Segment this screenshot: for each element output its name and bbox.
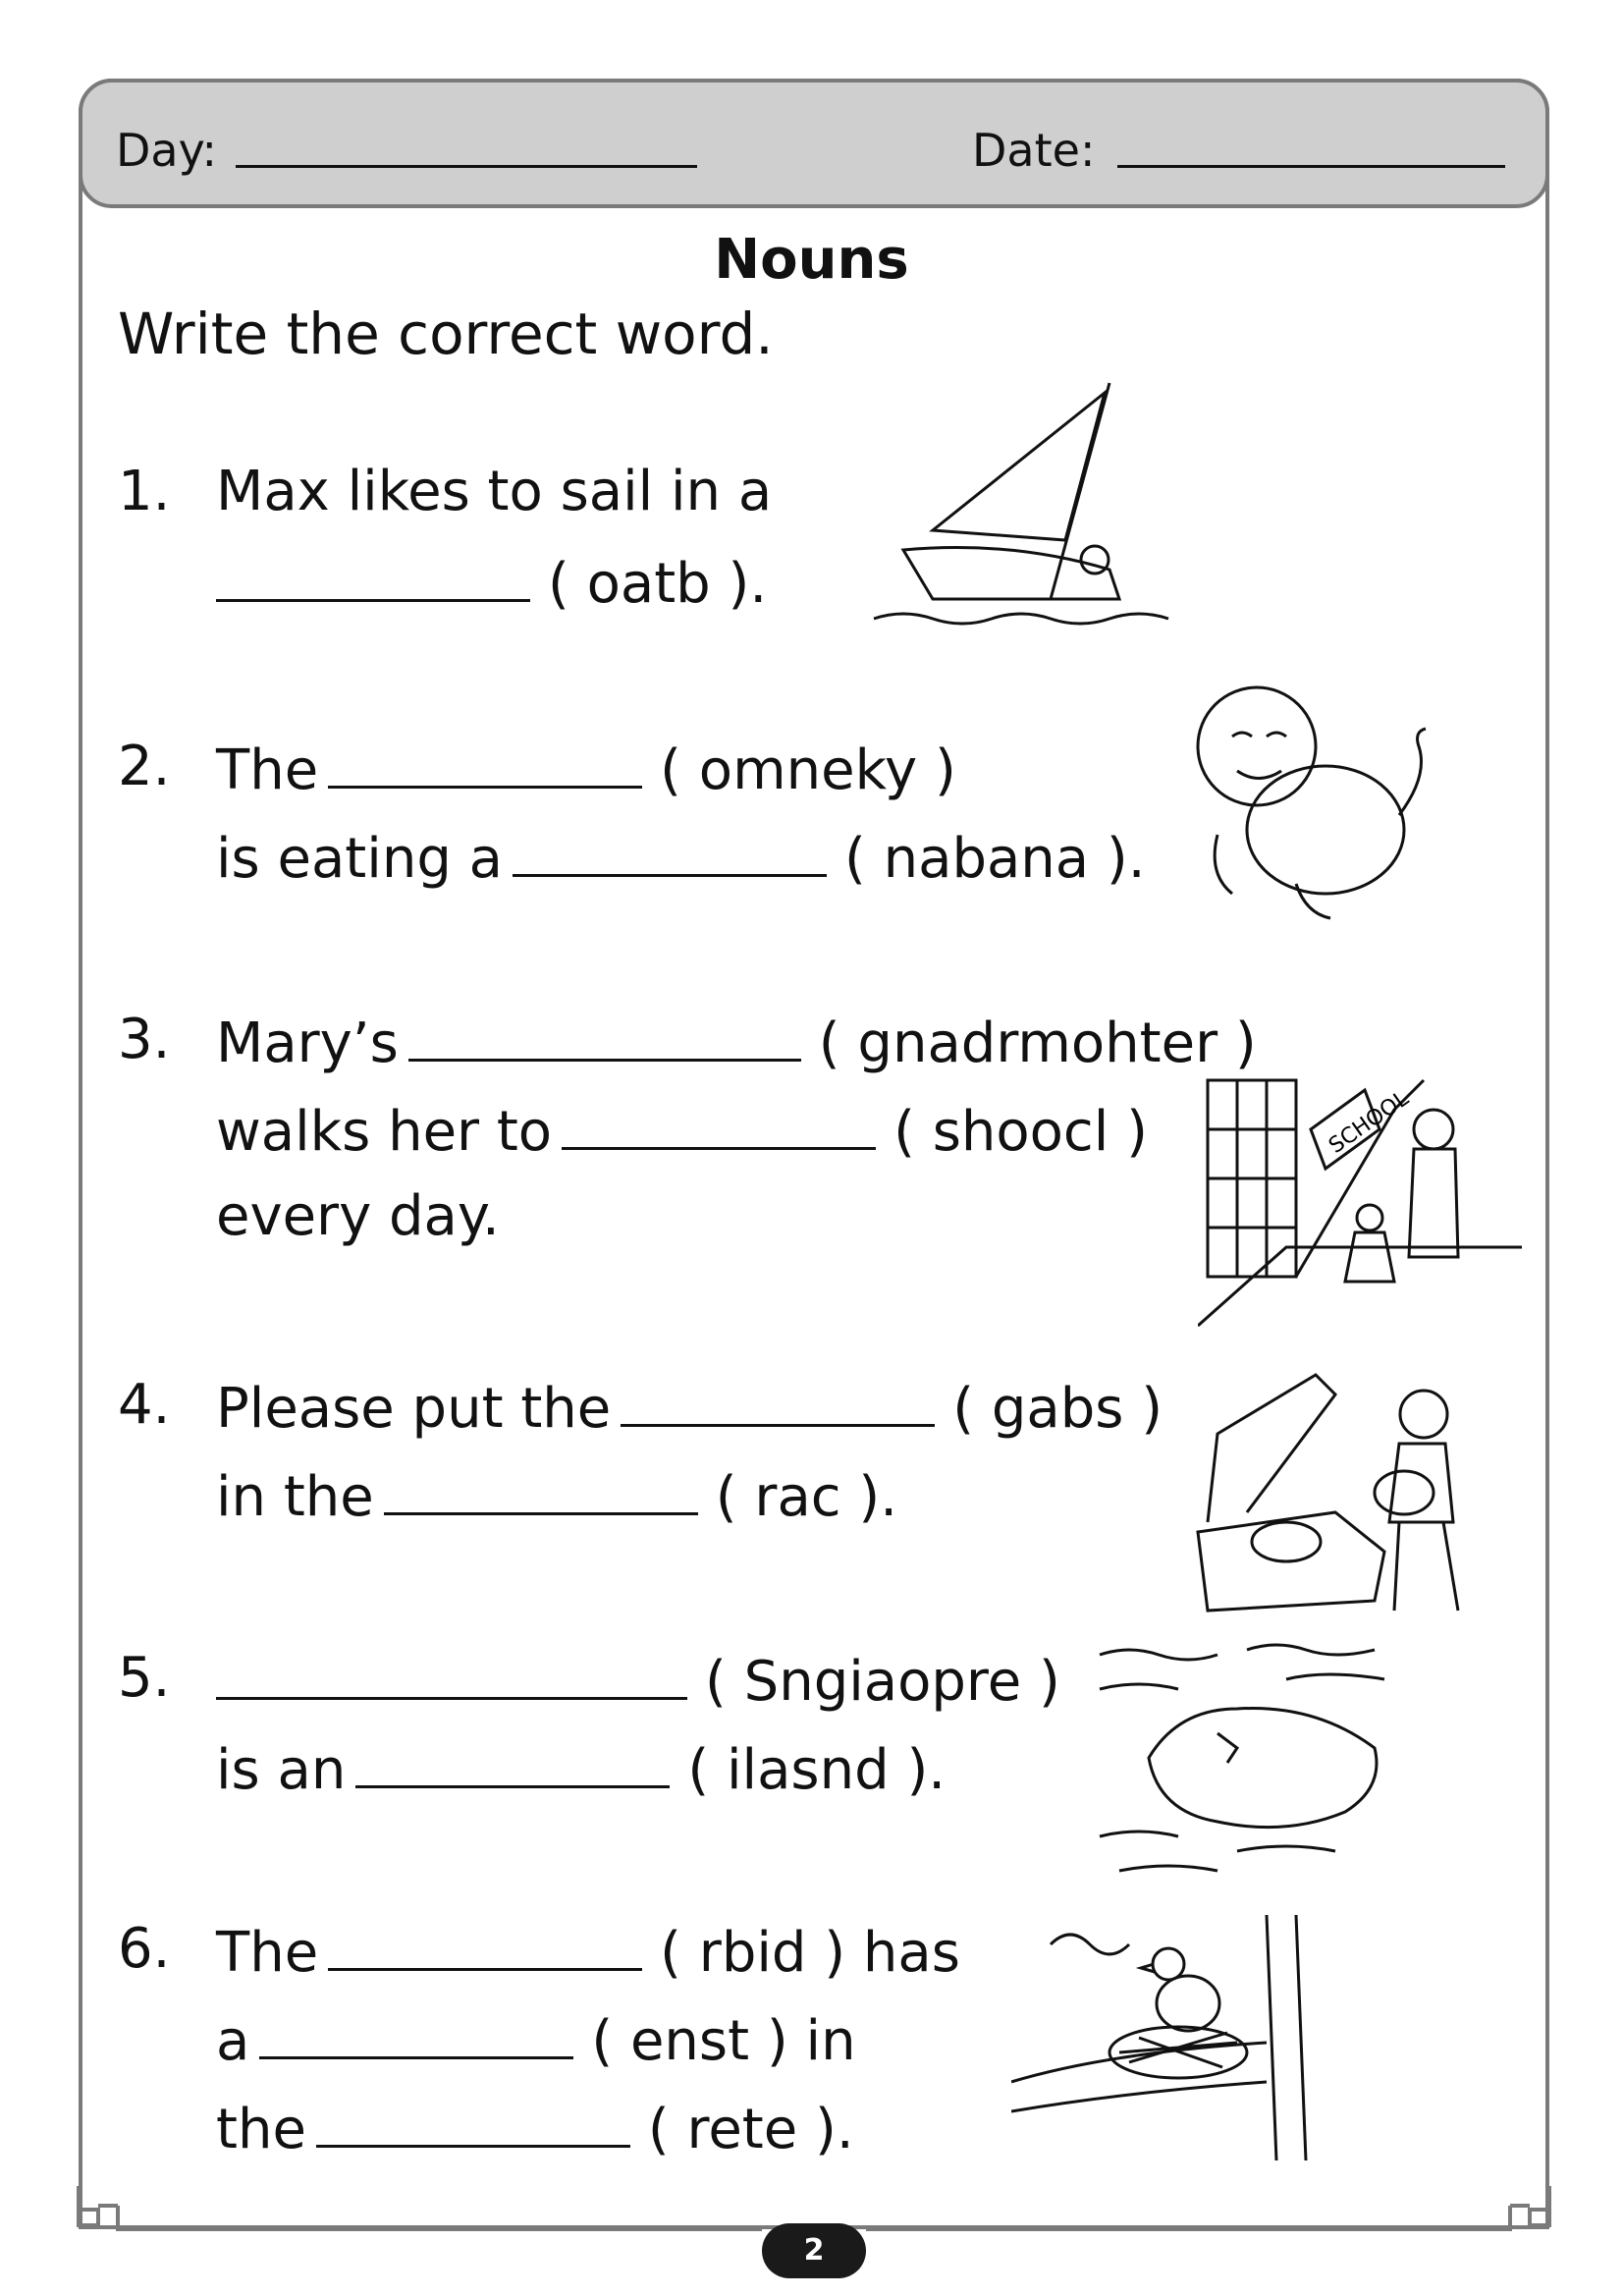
page-title: Nouns xyxy=(714,228,909,292)
instruction: Write the correct word. xyxy=(118,301,774,367)
question-line: in the ( rac ). xyxy=(216,1461,897,1529)
question-line: The ( omneky ) xyxy=(216,735,956,802)
school-illustration xyxy=(1198,1070,1522,1336)
answer-blank[interactable] xyxy=(621,1373,935,1427)
day-field[interactable] xyxy=(236,165,697,168)
question-line: Mary’s ( gnadrmohter ) xyxy=(216,1008,1257,1075)
question-number: 1. xyxy=(118,460,171,523)
date-field[interactable] xyxy=(1117,165,1505,168)
answer-blank[interactable] xyxy=(328,735,642,789)
header-bar xyxy=(79,79,1549,208)
question-line: every day. xyxy=(216,1184,500,1248)
question-number: 6. xyxy=(118,1917,171,1981)
answer-blank[interactable] xyxy=(328,1917,642,1971)
answer-blank[interactable] xyxy=(562,1096,876,1150)
question-number: 3. xyxy=(118,1008,171,1071)
question-line: Max likes to sail in a xyxy=(216,460,773,523)
question-line: the ( rete ). xyxy=(216,2094,854,2161)
question-line: Please put the ( gabs ) xyxy=(216,1373,1163,1441)
question-line: is eating a ( nabana ). xyxy=(216,823,1146,891)
question-line: a ( enst ) in xyxy=(216,2005,856,2073)
day-label: Day: xyxy=(116,124,217,177)
answer-blank[interactable] xyxy=(384,1461,698,1515)
question-number: 5. xyxy=(118,1646,171,1710)
sailboat-illustration xyxy=(864,373,1188,638)
answer-blank[interactable] xyxy=(355,1734,670,1788)
car-trunk-illustration xyxy=(1188,1355,1512,1630)
question-number: 4. xyxy=(118,1373,171,1437)
question-line: walks her to ( shoocl ) xyxy=(216,1096,1148,1164)
answer-blank[interactable] xyxy=(216,1646,687,1700)
answer-blank[interactable] xyxy=(316,2094,630,2148)
date-label: Date: xyxy=(972,124,1096,177)
question-number: 2. xyxy=(118,735,171,798)
monkey-illustration xyxy=(1178,668,1443,933)
answer-blank[interactable] xyxy=(216,548,530,602)
answer-blank[interactable] xyxy=(259,2005,573,2059)
question-line: ( Sngiaopre ) xyxy=(216,1646,1060,1714)
island-illustration xyxy=(1090,1640,1404,1886)
page-number: 2 xyxy=(762,2223,866,2278)
question-line: The ( rbid ) has xyxy=(216,1917,960,1985)
school-sign: SCHOOL xyxy=(1325,1086,1414,1159)
question-line: ( oatb ). xyxy=(216,548,767,616)
bird-nest-illustration xyxy=(1011,1915,1345,2160)
answer-blank[interactable] xyxy=(513,823,827,877)
answer-blank[interactable] xyxy=(408,1008,801,1062)
question-line: is an ( ilasnd ). xyxy=(216,1734,946,1802)
